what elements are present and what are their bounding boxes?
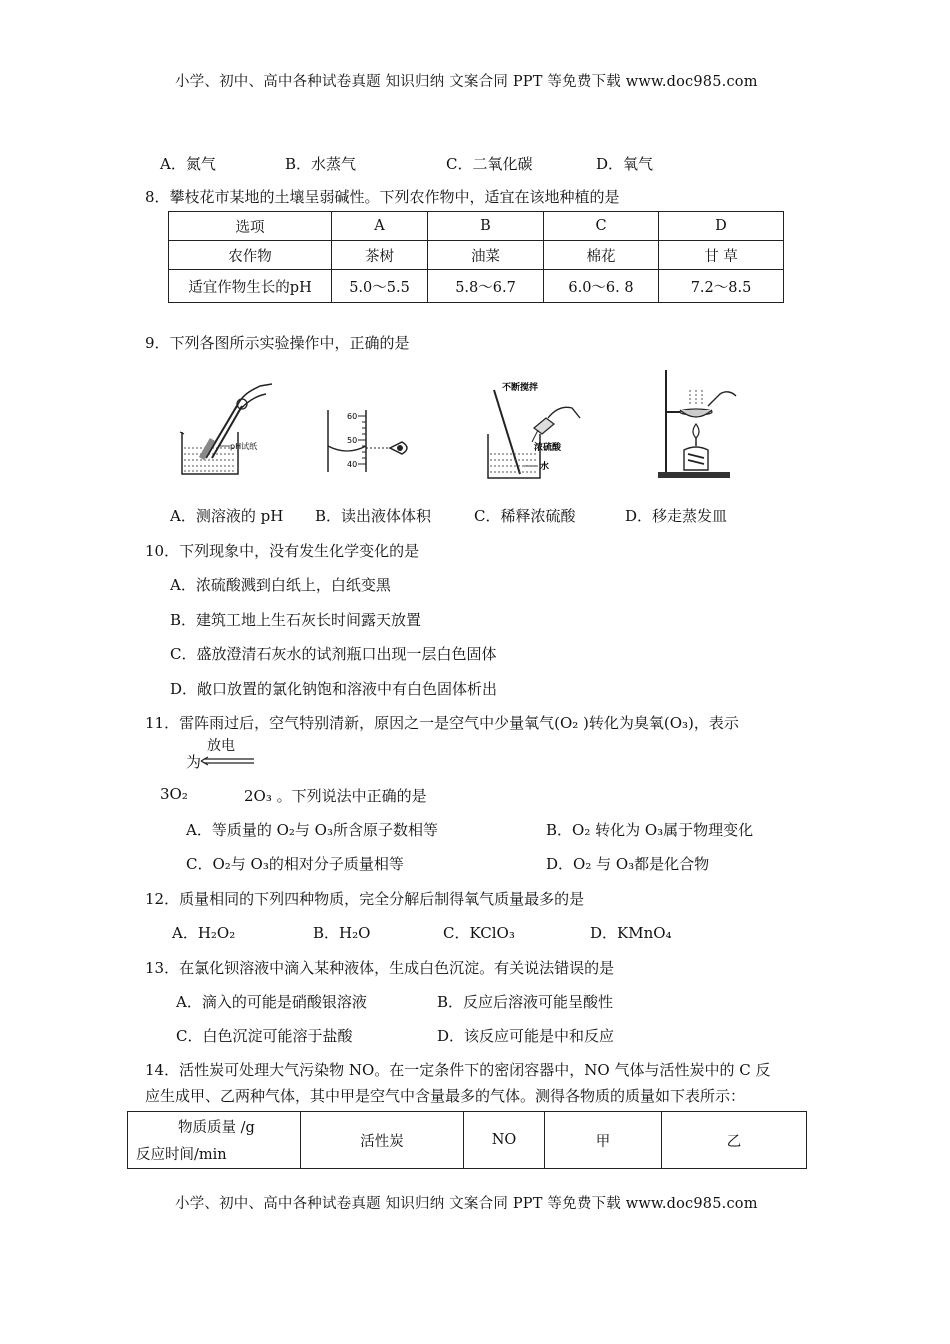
ph-paper-label: pH试纸 <box>230 442 258 451</box>
q12-option-a: A．H₂O₂ <box>172 924 236 942</box>
table-cell: 5.0～5.5 <box>332 270 428 303</box>
q14-table-header-row <box>128 1112 807 1169</box>
q13-option-a: A．滴入的可能是硝酸银溶液 <box>176 993 367 1011</box>
dilute-acid-figure <box>476 378 586 482</box>
q10-option-d: D．敞口放置的氯化钠饱和溶液中有白色固体析出 <box>170 680 498 698</box>
q11-equation-left: 3O₂ <box>160 785 188 803</box>
q14-line-2: 应生成甲、乙两种气体，其中甲是空气中含量最多的气体。测得各物质的质量如下表所示： <box>145 1087 746 1105</box>
table-corner-cell <box>128 1112 301 1169</box>
table-cell: 农作物 <box>169 241 332 270</box>
q10-option-c: C．盛放澄清石灰水的试剂瓶口出现一层白色固体 <box>170 645 497 663</box>
q13-option-c: C．白色沉淀可能溶于盐酸 <box>176 1027 353 1045</box>
table-cell: D <box>659 212 784 241</box>
table-cell: 乙 <box>662 1112 807 1169</box>
q10-option-a: A．浓硫酸溅到白纸上，白纸变黑 <box>170 576 391 594</box>
table-cell: C <box>544 212 659 241</box>
q10-stem: 10．下列现象中，没有发生化学变化的是 <box>145 542 420 560</box>
tick-label: 50 <box>347 436 358 445</box>
table-cell: 适宜作物生长的pH <box>169 270 332 303</box>
page-footer: 小学、初中、高中各种试卷真题 知识归纳 文案合同 PPT 等免费下载 www.doc985.com <box>175 1196 758 1212</box>
cylinder-reading-figure <box>318 406 418 476</box>
q12-option-b: B．H₂O <box>313 924 371 942</box>
q13-option-d: D．该反应可能是中和反应 <box>437 1027 615 1045</box>
tick-label: 60 <box>347 412 358 421</box>
q8-table-row <box>169 270 784 303</box>
stir-label: 不断搅拌 <box>502 383 539 393</box>
q14-line-1: 14．活性炭可处理大气污染物 NO。在一定条件下的密闭容器中，NO 气体与活性炭中的 C 反 <box>145 1061 771 1079</box>
table-cell: 活性炭 <box>301 1112 464 1169</box>
q7-option-b: B．水蒸气 <box>285 155 357 173</box>
q7-option-d: D．氧气 <box>596 155 654 173</box>
q9-stem: 9．下列各图所示实验操作中，正确的是 <box>145 334 410 352</box>
table-cell: 7.2～8.5 <box>659 270 784 303</box>
table-cell: 6.0～6. 8 <box>544 270 659 303</box>
q13-stem: 13．在氯化钡溶液中滴入某种液体，生成白色沉淀。有关说法错误的是 <box>145 959 615 977</box>
q11-equation-right: 2O₃ 。下列说法中正确的是 <box>244 787 427 805</box>
table-cell: 选项 <box>169 212 332 241</box>
table-cell: B <box>428 212 544 241</box>
page-header: 小学、初中、高中各种试卷真题 知识归纳 文案合同 PPT 等免费下载 www.doc985.com <box>175 74 758 90</box>
q7-option-a: A．氮气 <box>160 155 216 173</box>
evaporating-dish-figure <box>650 366 740 482</box>
q12-option-d: D．KMnO₄ <box>590 924 672 942</box>
table-cell: 甘 草 <box>659 241 784 270</box>
q7-option-c: C．二氧化碳 <box>446 155 533 173</box>
q8-table-row <box>169 241 784 270</box>
q11-stem: 11．雷阵雨过后，空气特别清新，原因之一是空气中少量氧气(O₂ )转化为臭氧(O₃)，表示 <box>145 714 739 732</box>
q8-table <box>168 211 784 303</box>
ph-test-figure <box>176 382 276 478</box>
table-cell: 甲 <box>545 1112 662 1169</box>
reaction-condition-label: 放电 <box>207 738 235 754</box>
table-cell: 5.8～6.7 <box>428 270 544 303</box>
q8-table-header-row <box>169 212 784 241</box>
table-cell: NO <box>464 1112 545 1169</box>
q14-table <box>127 1111 807 1169</box>
q11-option-a: A．等质量的 O₂与 O₃所含原子数相等 <box>186 821 438 839</box>
q9-option-a: A．测溶液的 pH <box>170 507 284 525</box>
corner-bottom-label: 反应时间/min <box>136 1147 227 1163</box>
q9-option-b: B．读出液体体积 <box>315 507 432 525</box>
q11-option-b: B．O₂ 转化为 O₃属于物理变化 <box>546 821 754 839</box>
q10-option-b: B．建筑工地上生石灰长时间露天放置 <box>170 611 422 629</box>
table-cell: 油菜 <box>428 241 544 270</box>
table-cell: 茶树 <box>332 241 428 270</box>
q11-option-d: D．O₂ 与 O₃都是化合物 <box>546 855 710 873</box>
q9-option-d: D．移走蒸发皿 <box>625 507 728 525</box>
water-label: 水 <box>540 462 550 472</box>
q12-stem: 12．质量相同的下列四种物质，完全分解后制得氧气质量最多的是 <box>145 890 585 908</box>
table-cell: 棉花 <box>544 241 659 270</box>
q11-option-c: C．O₂与 O₃的相对分子质量相等 <box>186 855 404 873</box>
acid-label: 浓硫酸 <box>534 443 562 453</box>
corner-top-label: 物质质量 /g <box>178 1120 255 1136</box>
q11-wei: 为 <box>186 753 202 771</box>
q13-option-b: B．反应后溶液可能呈酸性 <box>437 993 614 1011</box>
q8-stem: 8．攀枝花市某地的土壤呈弱碱性。下列农作物中，适宜在该地种植的是 <box>145 188 620 206</box>
tick-label: 40 <box>347 460 358 469</box>
table-cell: A <box>332 212 428 241</box>
q12-option-c: C．KClO₃ <box>443 924 515 942</box>
q9-option-c: C．稀释浓硫酸 <box>474 507 576 525</box>
equilibrium-arrow <box>200 755 256 767</box>
